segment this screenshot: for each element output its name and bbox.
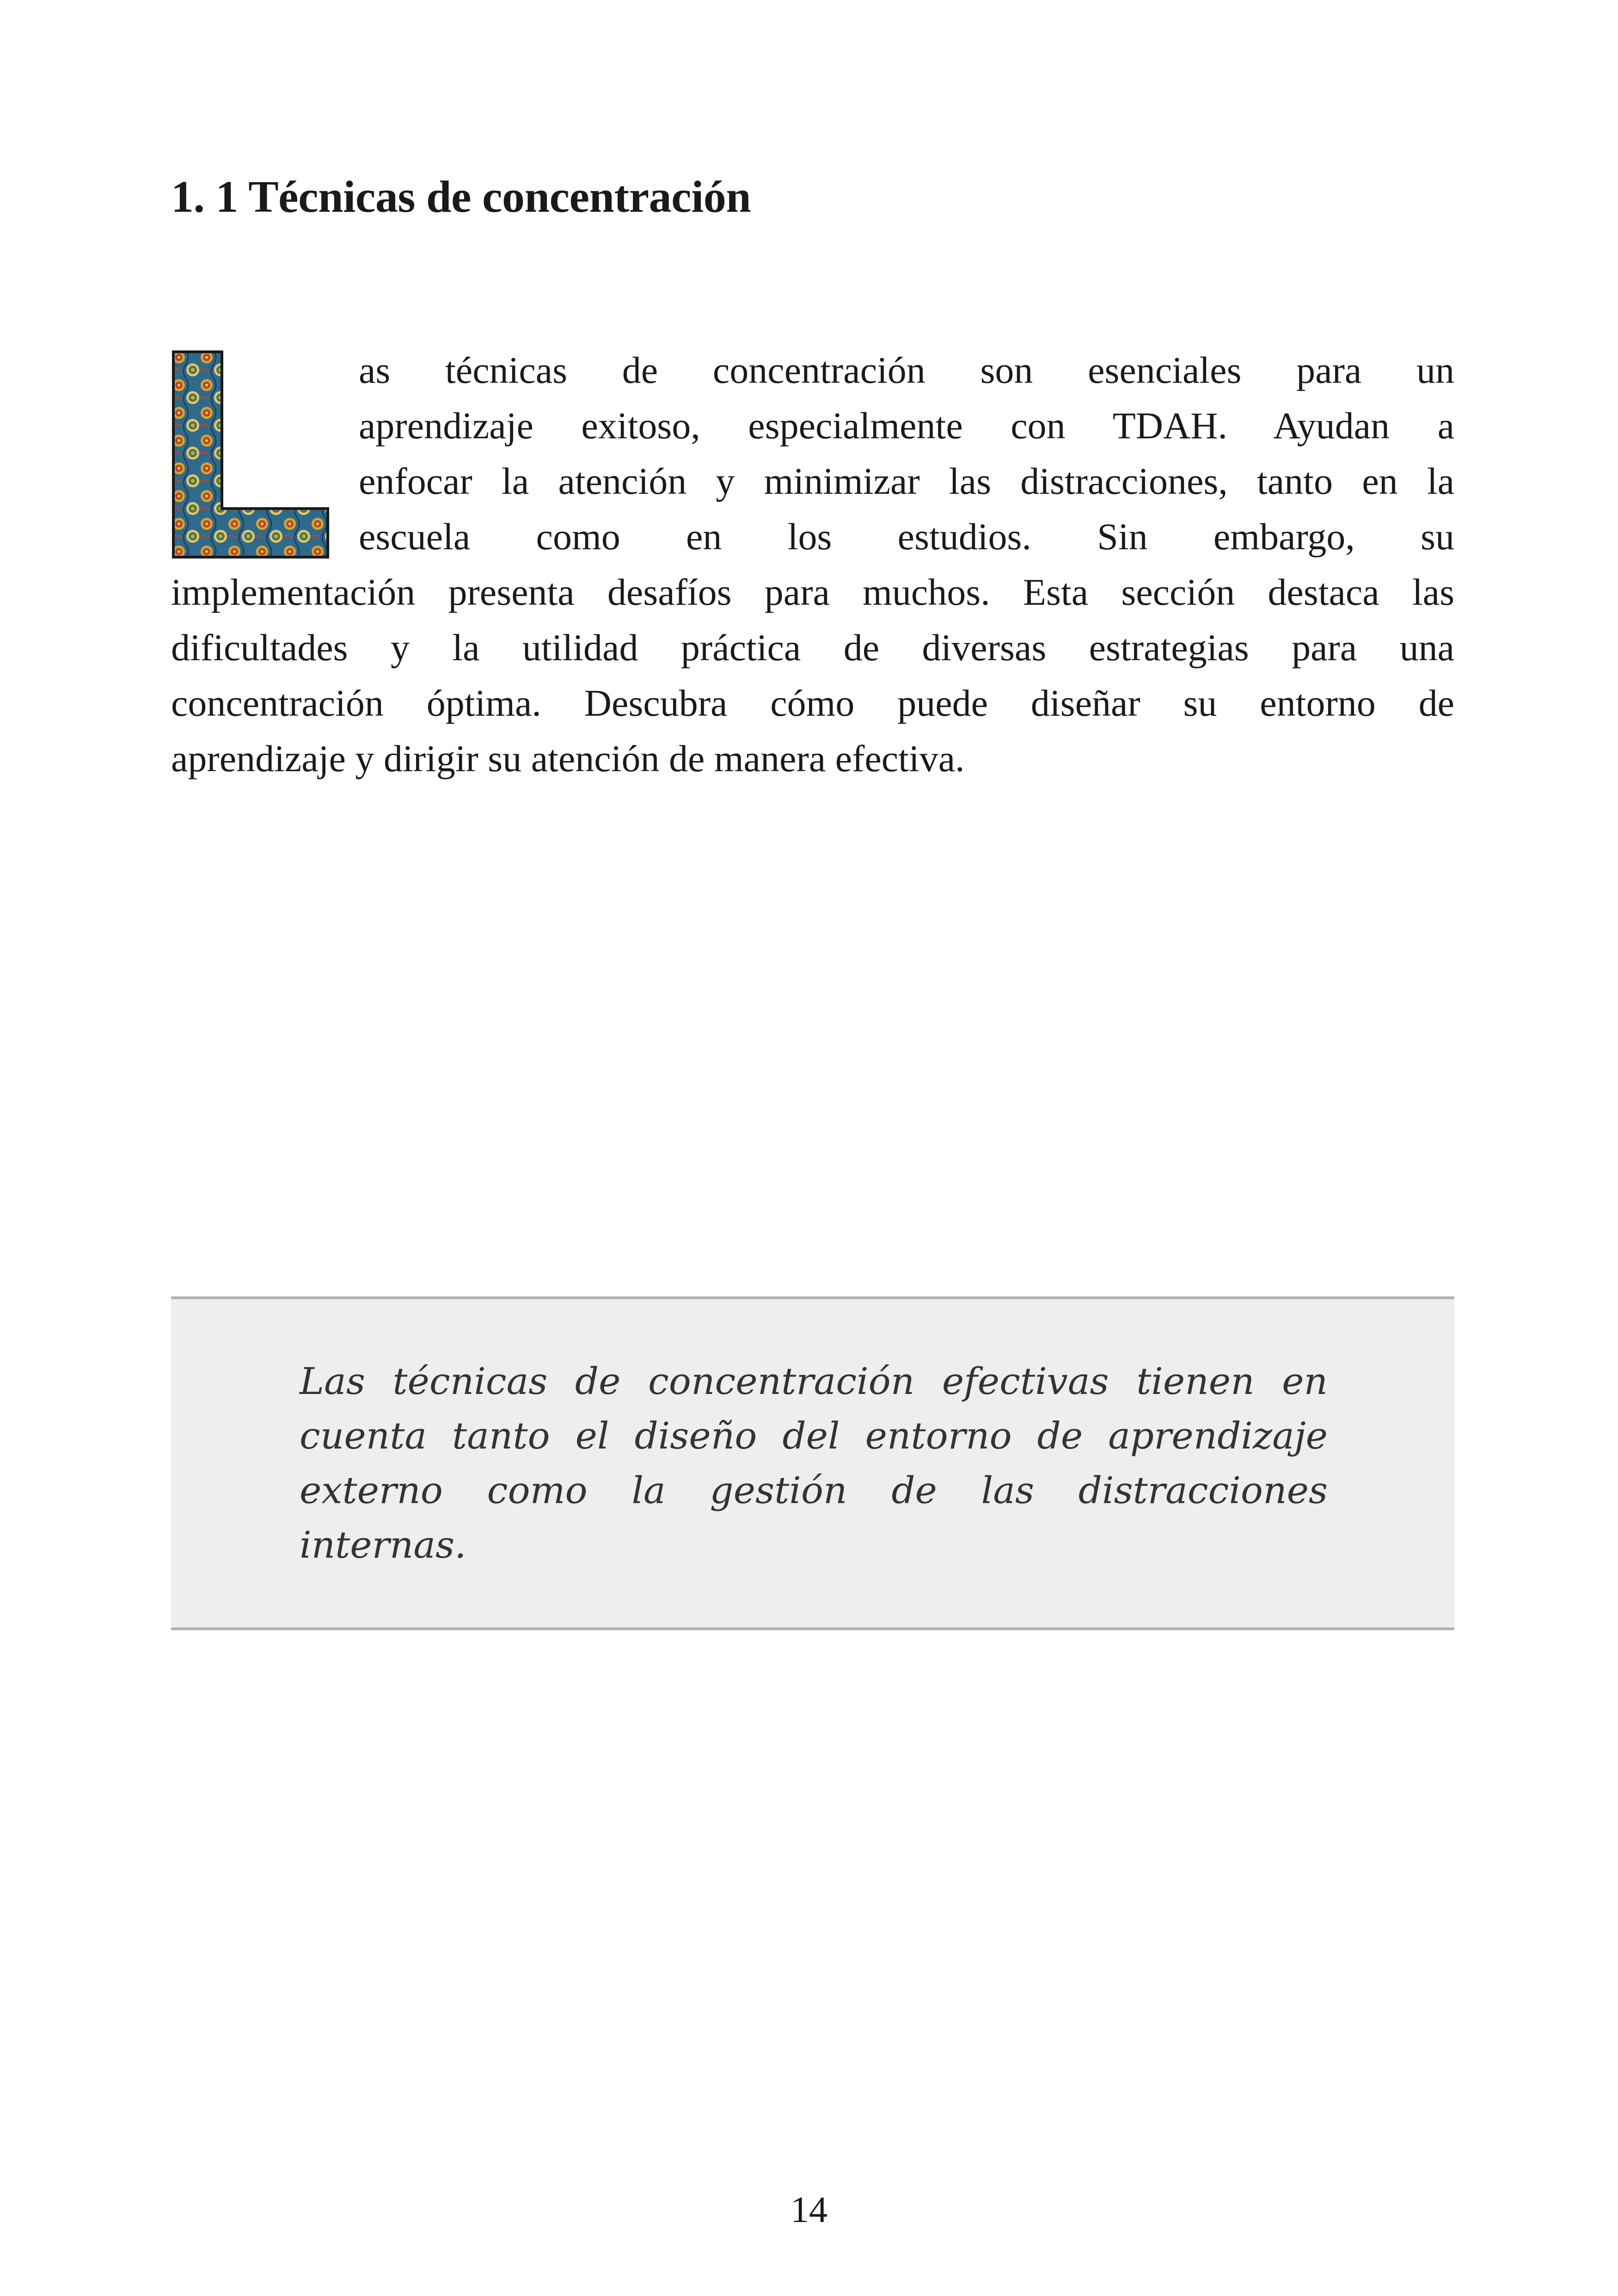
section-title: 1. 1 Técnicas de concentración: [171, 172, 751, 222]
intro-line-2: aprendizaje exitoso, especialmente con TDAH. Ayudan a: [359, 405, 1454, 447]
intro-line-7: concentración óptima. Descubra cómo puede diseñar su entorno de: [171, 682, 1454, 724]
intro-line-6: dificultades y la utilidad práctica de diversas estrategias para una: [171, 626, 1454, 669]
intro-line-5: implementación presenta desafíos para muchos. Esta sección destaca las: [171, 571, 1454, 613]
intro-line-8: aprendizaje y dirigir su atención de manera efectiva.: [171, 737, 965, 780]
intro-line-1: as técnicas de concentración son esenciales para un: [359, 349, 1454, 391]
callout-line-4: internas.: [300, 1523, 466, 1566]
callout-line-1: Las técnicas de concentración efectivas tienen en: [300, 1360, 1328, 1403]
callout-line-3: externo como la gestión de las distracciones: [300, 1469, 1328, 1512]
callout-box: [171, 1296, 1454, 1630]
drop-cap-l-ornament: [172, 350, 329, 559]
intro-line-3: enfocar la atención y minimizar las distracciones, tanto en la: [359, 460, 1454, 502]
callout-line-2: cuenta tanto el diseño del entorno de aprendizaje: [300, 1414, 1328, 1457]
intro-line-4: escuela como en los estudios. Sin embargo, su: [359, 516, 1454, 558]
page-number: 14: [791, 2190, 827, 2230]
